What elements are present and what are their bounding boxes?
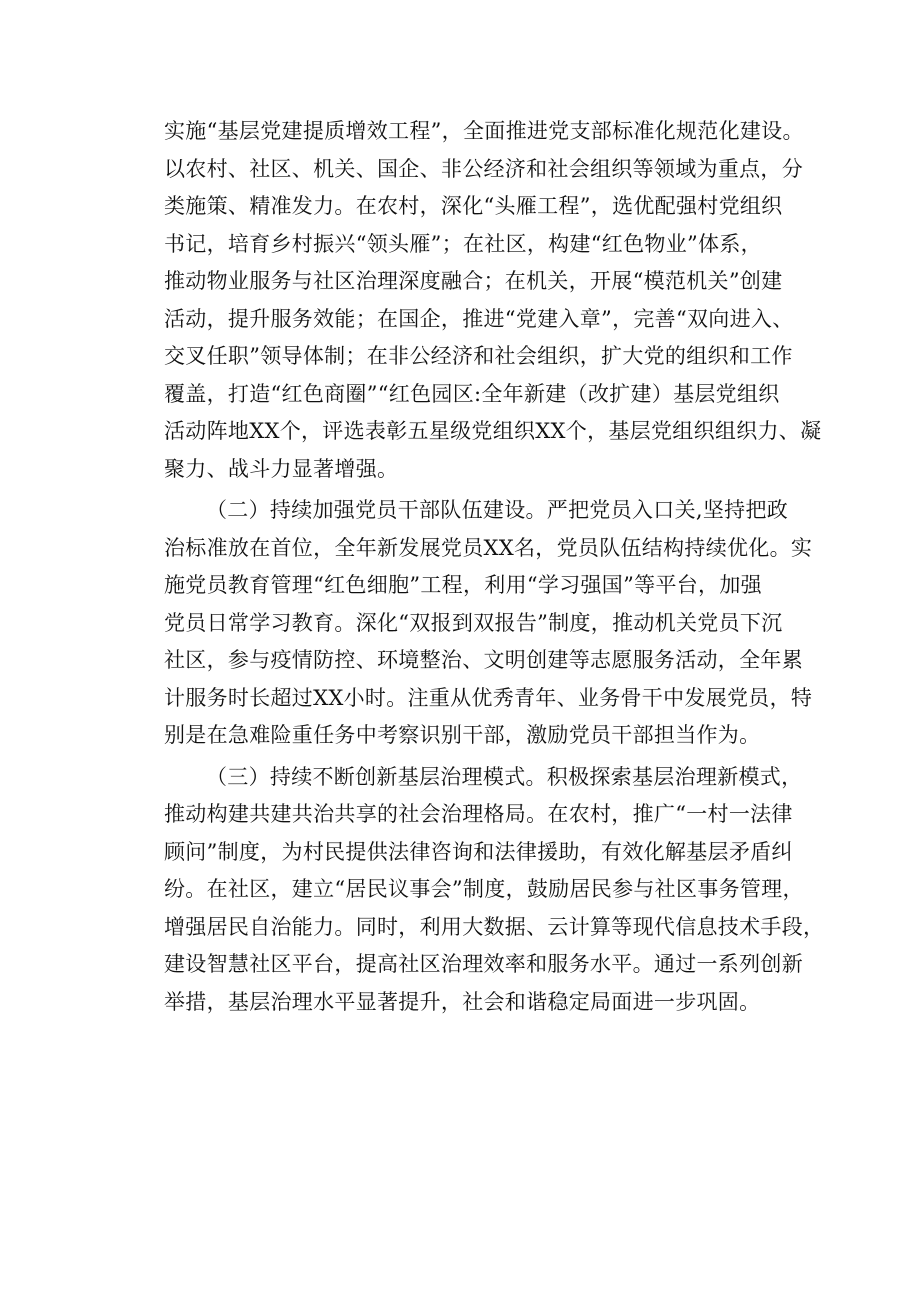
text-line: 纷。在社区，建立“居民议事会”制度，鼓励居民参与社区事务管理， [164,877,804,901]
text-line: 党员日常学习教育。深化“双报到双报告”制度，推动机关党员下沉 [164,610,783,635]
text-line: （三）持续不断创新基层治理模式。积极探索基层治理新模式， [206,764,803,789]
text-line: 交叉任职”领导体制；在非公经济和社会组织，扩大党的组织和工作 [164,344,793,368]
paragraph-3 [164,759,825,1022]
text-line: 别是在急难险重任务中考察识别干部，激励党员干部担当作为。 [164,723,761,747]
paragraph-1 [164,113,822,488]
document-body [164,113,825,1025]
text-line: 活动阵地XX个，评选表彰五星级党组织XX个，基层党组织组织力、凝 [164,419,822,443]
text-line: 增强居民自治能力。同时，利用大数据、云计算等现代信息技术手段， [164,914,825,939]
text-line: （二）持续加强党员干部队伍建设。严把党员入口关,坚持把政 [206,498,789,522]
text-line: 聚力、战斗力显著增强。 [164,456,399,481]
text-line: 计服务时长超过XX小时。注重从优秀青年、业务骨干中发展党员，特 [164,685,813,710]
text-line: 建设智慧社区平台，提高社区治理效率和服务水平。通过一系列创新 [164,952,803,976]
text-line: 社区，参与疫情防控、环境整治、文明创建等志愿服务活动，全年累 [164,648,803,672]
paragraph-2 [164,492,813,755]
text-line: 活动，提升服务效能；在国企，推进“党建入章”，完善“双向进入、 [164,306,794,331]
text-line: 推动构建共建共治共享的社会治理格局。在农村，推广“一村一法律 [164,802,793,826]
text-line: 举措，基层治理水平显著提升，社会和谐稳定局面进一步巩固。 [164,989,761,1014]
text-line: 推动物业服务与社区治理深度融合；在机关，开展“模范机关”创建 [164,269,783,293]
text-line: 施党员教育管理“红色细胞”工程，利用“学习强国”等平台，加强 [164,573,762,597]
text-line: 以农村、社区、机关、国企、非公经济和社会组织等领域为重点，分 [164,156,803,181]
text-line: 治标准放在首位，全年新发展党员XX名，党员队伍结构持续优化。实 [164,535,813,560]
text-line: 书记，培育乡村振兴“领头雁”；在社区，构建“红色物业”体系， [164,231,762,256]
text-line: 顾问”制度，为村民提供法律咨询和法律援助，有效化解基层矛盾纠 [164,839,793,864]
text-line: 实施“基层党建提质增效工程”，全面推进党支部标准化规范化建设。 [164,119,804,143]
text-line: 类施策、精准发力。在农村，深化“头雁工程”，选优配强村党组织 [164,194,783,218]
text-line: 覆盖，打造“红色商圈”“红色园区:全年新建（改扩建）基层党组织 [164,381,780,406]
